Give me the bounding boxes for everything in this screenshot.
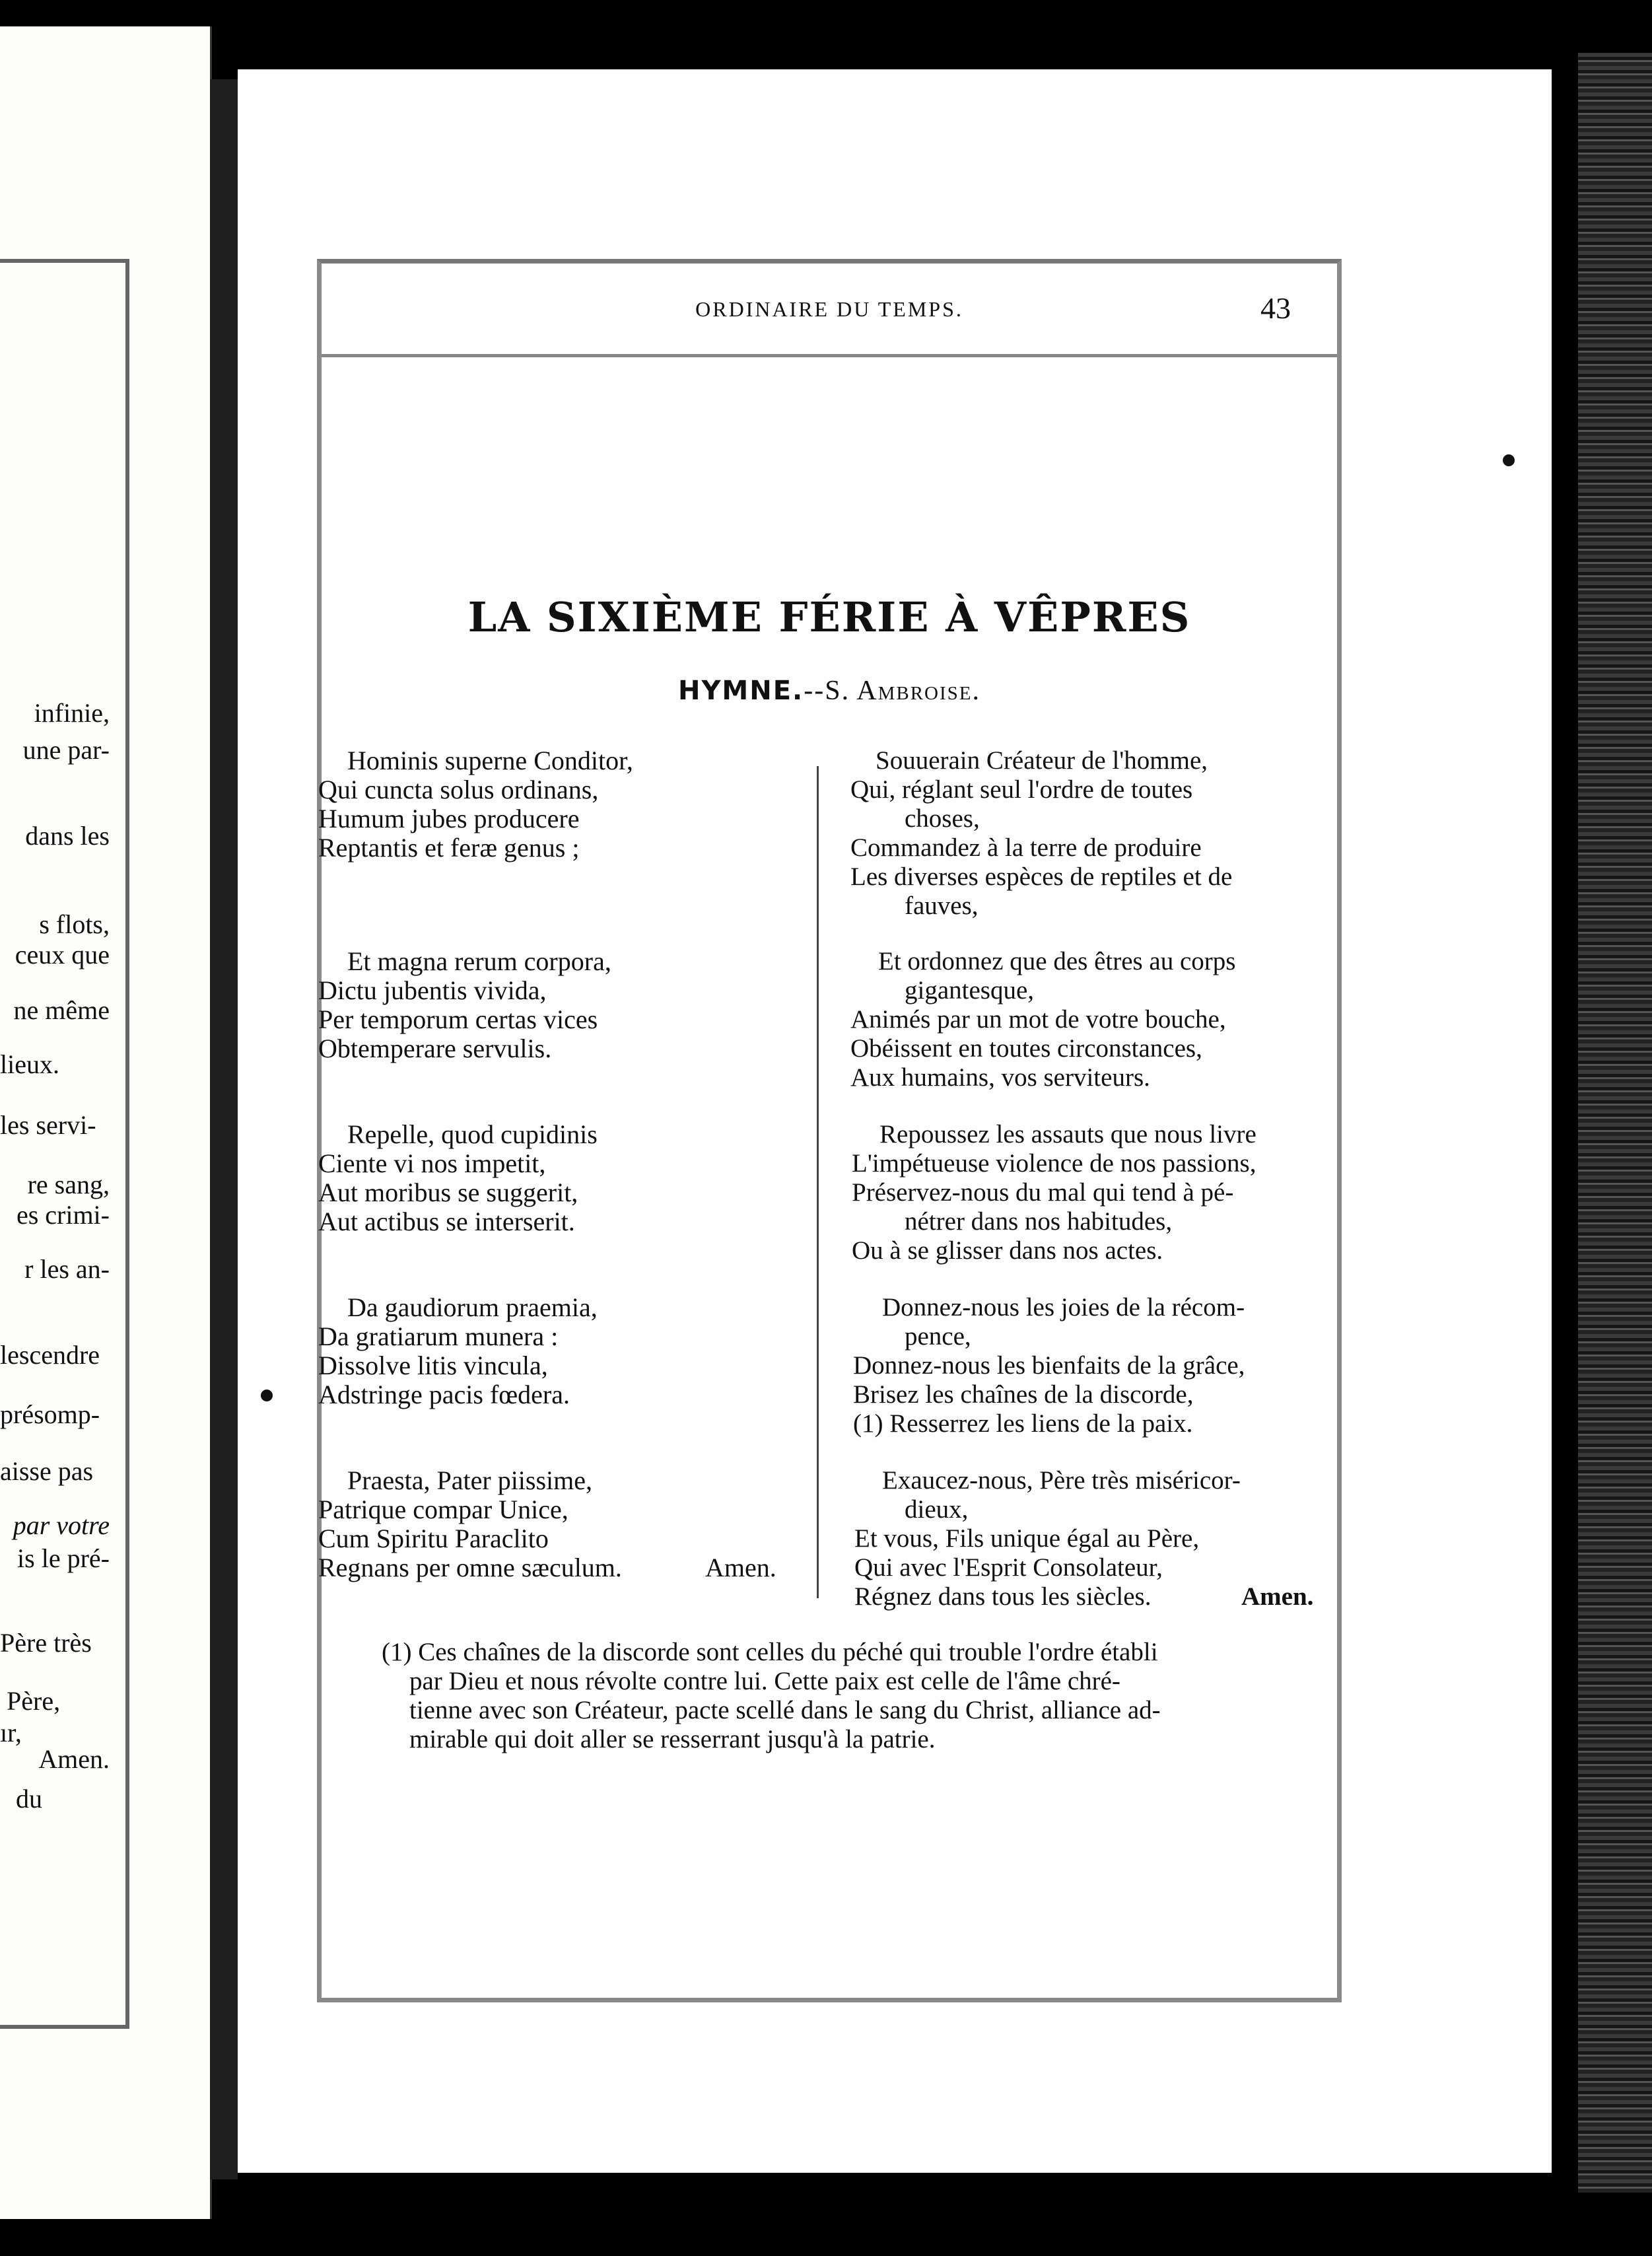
book-gutter	[210, 79, 238, 2179]
left-page-text: du	[16, 1784, 42, 1814]
page-stack-edge	[1578, 53, 1652, 2193]
french-verse-line: (1) Resserrez les liens de la paix.	[853, 1409, 1193, 1438]
margin-dot	[261, 1390, 273, 1401]
left-page-text: les servi-	[0, 1110, 96, 1140]
left-page-text: s flots,	[39, 909, 110, 939]
left-page-text: présomp-	[0, 1399, 100, 1429]
left-page-text: es crimi-	[16, 1200, 110, 1230]
french-verse-line: fauves,	[905, 892, 979, 920]
subtitle	[322, 675, 1337, 707]
french-verse-line: pence,	[905, 1322, 971, 1351]
left-page-text: Amen.	[38, 1744, 110, 1774]
left-page-text: is le pré-	[17, 1543, 110, 1573]
subtitle-separator: --	[804, 676, 825, 706]
french-verse-line: Souuerain Créateur de l'homme,	[876, 746, 1208, 775]
footnote-line: (1) Ces chaînes de la discorde sont celles du péché qui trouble l'ordre établi	[382, 1638, 1158, 1666]
french-verse-line: Et vous, Fils unique égal au Père,	[854, 1524, 1200, 1553]
footnote-line: tienne avec son Créateur, pacte scellé dans le sang du Christ, alliance ad-	[409, 1696, 1161, 1724]
french-verse-line: Commandez à la terre de produire	[850, 833, 1202, 862]
french-verse-line: Qui avec l'Esprit Consolateur,	[854, 1553, 1163, 1582]
page-number: 43	[1260, 291, 1291, 325]
latin-verse-line: Praesta, Pater piissime,	[347, 1465, 593, 1495]
french-verse-line: Obéissent en toutes circonstances,	[850, 1034, 1202, 1063]
hymn-label: HYMNE.	[677, 676, 804, 706]
footnote-line: mirable qui doit aller se resserrant jusqu'à la patrie.	[409, 1725, 936, 1753]
latin-verse-line: Regnans per omne sæculum.	[318, 1553, 622, 1582]
left-page-text: une par-	[22, 735, 110, 765]
latin-verse-line: Ciente vi nos impetit,	[318, 1148, 546, 1178]
page-title: LA SIXIÈME FÉRIE À VÊPRES	[467, 593, 1191, 641]
latin-verse-line: Adstringe pacis fœdera.	[318, 1380, 570, 1409]
footnote-line: par Dieu et nous révolte contre lui. Cette paix est celle de l'âme chré-	[409, 1667, 1120, 1695]
french-verse-line: Aux humains, vos serviteurs.	[850, 1063, 1150, 1092]
left-page-text: r les an-	[24, 1254, 110, 1284]
left-page-text: infinie,	[34, 698, 110, 728]
running-head	[322, 291, 1337, 330]
latin-verse-line: Dissolve litis vincula,	[318, 1351, 548, 1380]
latin-verse-line: Dictu jubentis vivida,	[318, 975, 547, 1005]
latin-verse-line: Reptantis et feræ genus ;	[318, 833, 580, 863]
latin-amen: Amen.	[705, 1553, 776, 1582]
french-verse-line: Exaucez-nous, Père très miséricor-	[882, 1466, 1241, 1495]
latin-verse-line: Et magna rerum corpora,	[347, 946, 611, 976]
french-verse-line: Brisez les chaînes de la discorde,	[853, 1380, 1194, 1409]
french-verse-line: Et ordonnez que des êtres au corps	[878, 947, 1236, 975]
french-verse-line: Animés par un mot de votre bouche,	[850, 1005, 1226, 1034]
latin-verse-line: Patrique compar Unice,	[318, 1495, 568, 1524]
latin-verse-line: Qui cuncta solus ordinans,	[318, 775, 599, 804]
latin-verse-line: Humum jubes producere	[318, 804, 580, 833]
latin-verse-line: Da gratiarum munera :	[318, 1322, 559, 1351]
french-verse-line: Ou à se glisser dans nos actes.	[852, 1236, 1163, 1265]
hymn-author: S. Ambroise.	[825, 676, 981, 706]
margin-dot	[1503, 454, 1515, 466]
french-verse-line: Donnez-nous les bienfaits de la grâce,	[853, 1351, 1245, 1380]
left-facing-page	[0, 26, 212, 2219]
french-verse-line: nétrer dans nos habitudes,	[905, 1207, 1173, 1236]
latin-verse-line: Aut actibus se interserit.	[318, 1207, 575, 1236]
left-page-text: ır,	[0, 1718, 22, 1747]
french-verse-line: choses,	[905, 804, 980, 833]
left-page-text: Père,	[7, 1686, 61, 1716]
left-page-text: Père très	[0, 1628, 92, 1658]
french-verse-line: L'impétueuse violence de nos passions,	[852, 1149, 1256, 1178]
left-page-text: par votre	[13, 1510, 110, 1540]
left-page-text: ne même	[13, 995, 110, 1025]
latin-verse-line: Repelle, quod cupidinis	[347, 1119, 598, 1149]
left-page-text: dans les	[25, 821, 110, 851]
latin-verse-line: Per temporum certas vices	[318, 1005, 598, 1034]
french-verse-line: Repoussez les assauts que nous livre	[879, 1120, 1256, 1148]
left-page-text: aisse pas	[0, 1456, 94, 1486]
latin-verse-line: Aut moribus se suggerit,	[318, 1178, 578, 1207]
french-verse-line: Donnez-nous les joies de la récom-	[882, 1293, 1245, 1322]
column-divider	[817, 766, 819, 1598]
header-rule	[322, 354, 1337, 357]
left-page-text: lieux.	[0, 1049, 59, 1079]
left-page-text: ceux que	[15, 940, 110, 969]
left-page-text: re sang,	[27, 1170, 110, 1199]
latin-verse-line: Da gaudiorum praemia,	[347, 1292, 598, 1322]
french-verse-line: Les diverses espèces de reptiles et de	[850, 863, 1233, 891]
left-page-text: lescendre	[0, 1340, 100, 1370]
running-head-title: ORDINAIRE DU TEMPS.	[695, 297, 963, 321]
french-verse-line: gigantesque,	[905, 976, 1035, 1005]
french-verse-line: Qui, réglant seul l'ordre de toutes	[850, 775, 1193, 804]
french-verse-line: Préservez-nous du mal qui tend à pé-	[852, 1178, 1234, 1207]
latin-verse-line: Hominis superne Conditor,	[347, 746, 633, 775]
french-amen: Amen.	[1241, 1582, 1314, 1611]
french-verse-line: Régnez dans tous les siècles.	[854, 1582, 1152, 1611]
french-verse-line: dieux,	[905, 1495, 969, 1524]
latin-verse-line: Cum Spiritu Paraclito	[318, 1524, 549, 1553]
latin-verse-line: Obtemperare servulis.	[318, 1034, 552, 1063]
